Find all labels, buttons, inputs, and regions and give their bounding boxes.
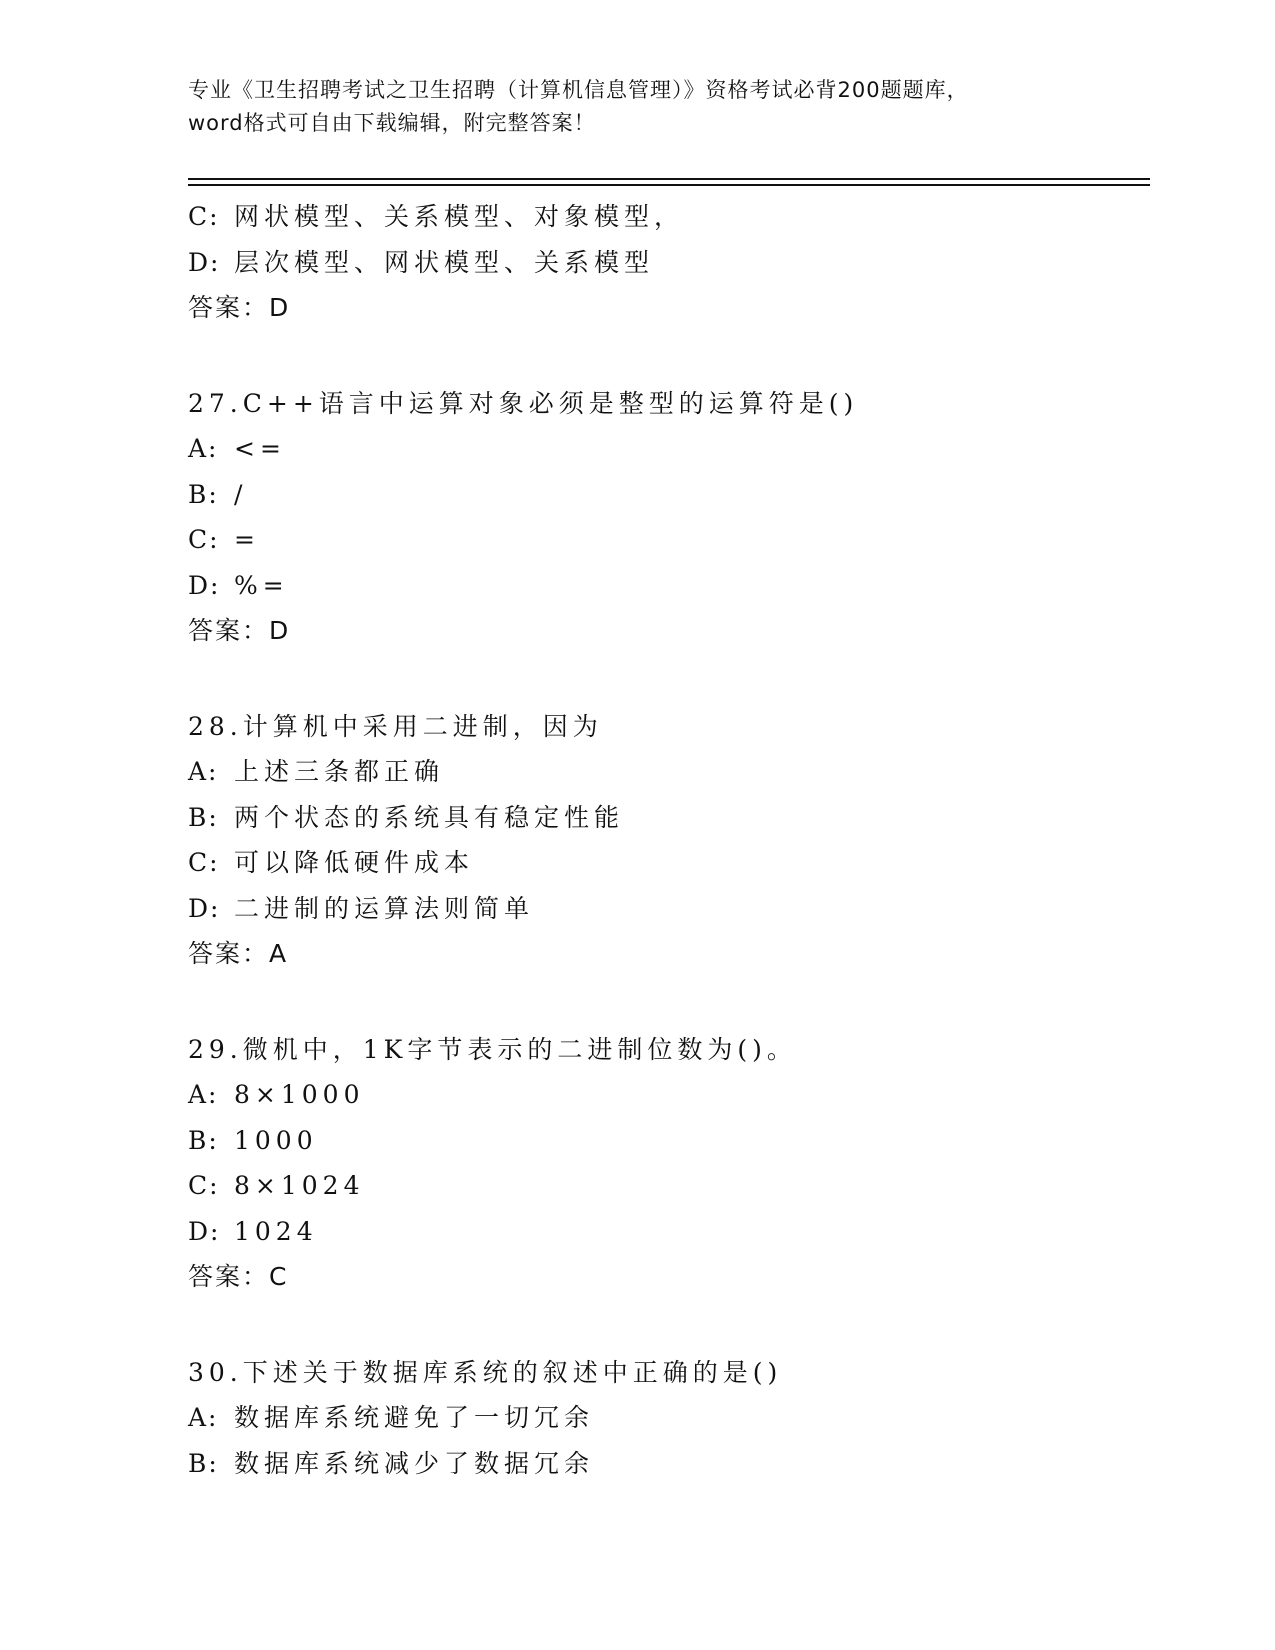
header-line-1: 专业《卫生招聘考试之卫生招聘（计算机信息管理）》资格考试必背200题题库， [188,78,969,102]
question-27 [188,381,1148,654]
option-a: A: 上述三条都正确 [188,757,445,786]
answer: 答案：A [188,939,289,968]
answer: 答案：D [188,616,291,645]
document-header [188,74,1088,140]
option-b: B: 1000 [188,1125,318,1155]
option-a: A: <= [188,434,286,463]
option-a: A: 8×1000 [188,1080,365,1109]
option-c: C: = [188,525,260,554]
question-29 [188,1027,1148,1300]
option-b: B: / [188,479,248,509]
question-30 [188,1350,1148,1487]
header-divider-bottom [188,184,1150,186]
option-c: C: 网状模型、关系模型、对象模型， [188,202,685,231]
option-d: D: %= [188,570,289,600]
spacer [188,331,1148,381]
question-stem: 29.微机中，1K字节表示的二进制位数为()。 [188,1034,797,1064]
question-stem: 28.计算机中采用二进制，因为 [188,711,603,741]
question-list [188,194,1148,1486]
question-26-continued [188,194,1148,331]
question-28 [188,704,1148,977]
option-d: D: 二进制的运算法则简单 [188,893,535,923]
option-d: D: 层次模型、网状模型、关系模型 [188,247,655,277]
answer: 答案：C [188,1262,289,1291]
question-stem: 27.C++语言中运算对象必须是整型的运算符是() [188,388,859,418]
header-line-2: word格式可自由下载编辑，附完整答案！ [188,111,596,135]
spacer [188,977,1148,1027]
option-b: B: 两个状态的系统具有稳定性能 [188,802,625,832]
header-divider-top [188,178,1150,180]
question-stem: 30.下述关于数据库系统的叙述中正确的是() [188,1357,783,1387]
option-d: D: 1024 [188,1216,318,1246]
option-b: B: 数据库系统减少了数据冗余 [188,1448,595,1478]
spacer [188,654,1148,704]
option-a: A: 数据库系统避免了一切冗余 [188,1403,595,1432]
answer: 答案：D [188,293,291,322]
spacer [188,1300,1148,1350]
option-c: C: 可以降低硬件成本 [188,848,475,877]
option-c: C: 8×1024 [188,1171,365,1200]
